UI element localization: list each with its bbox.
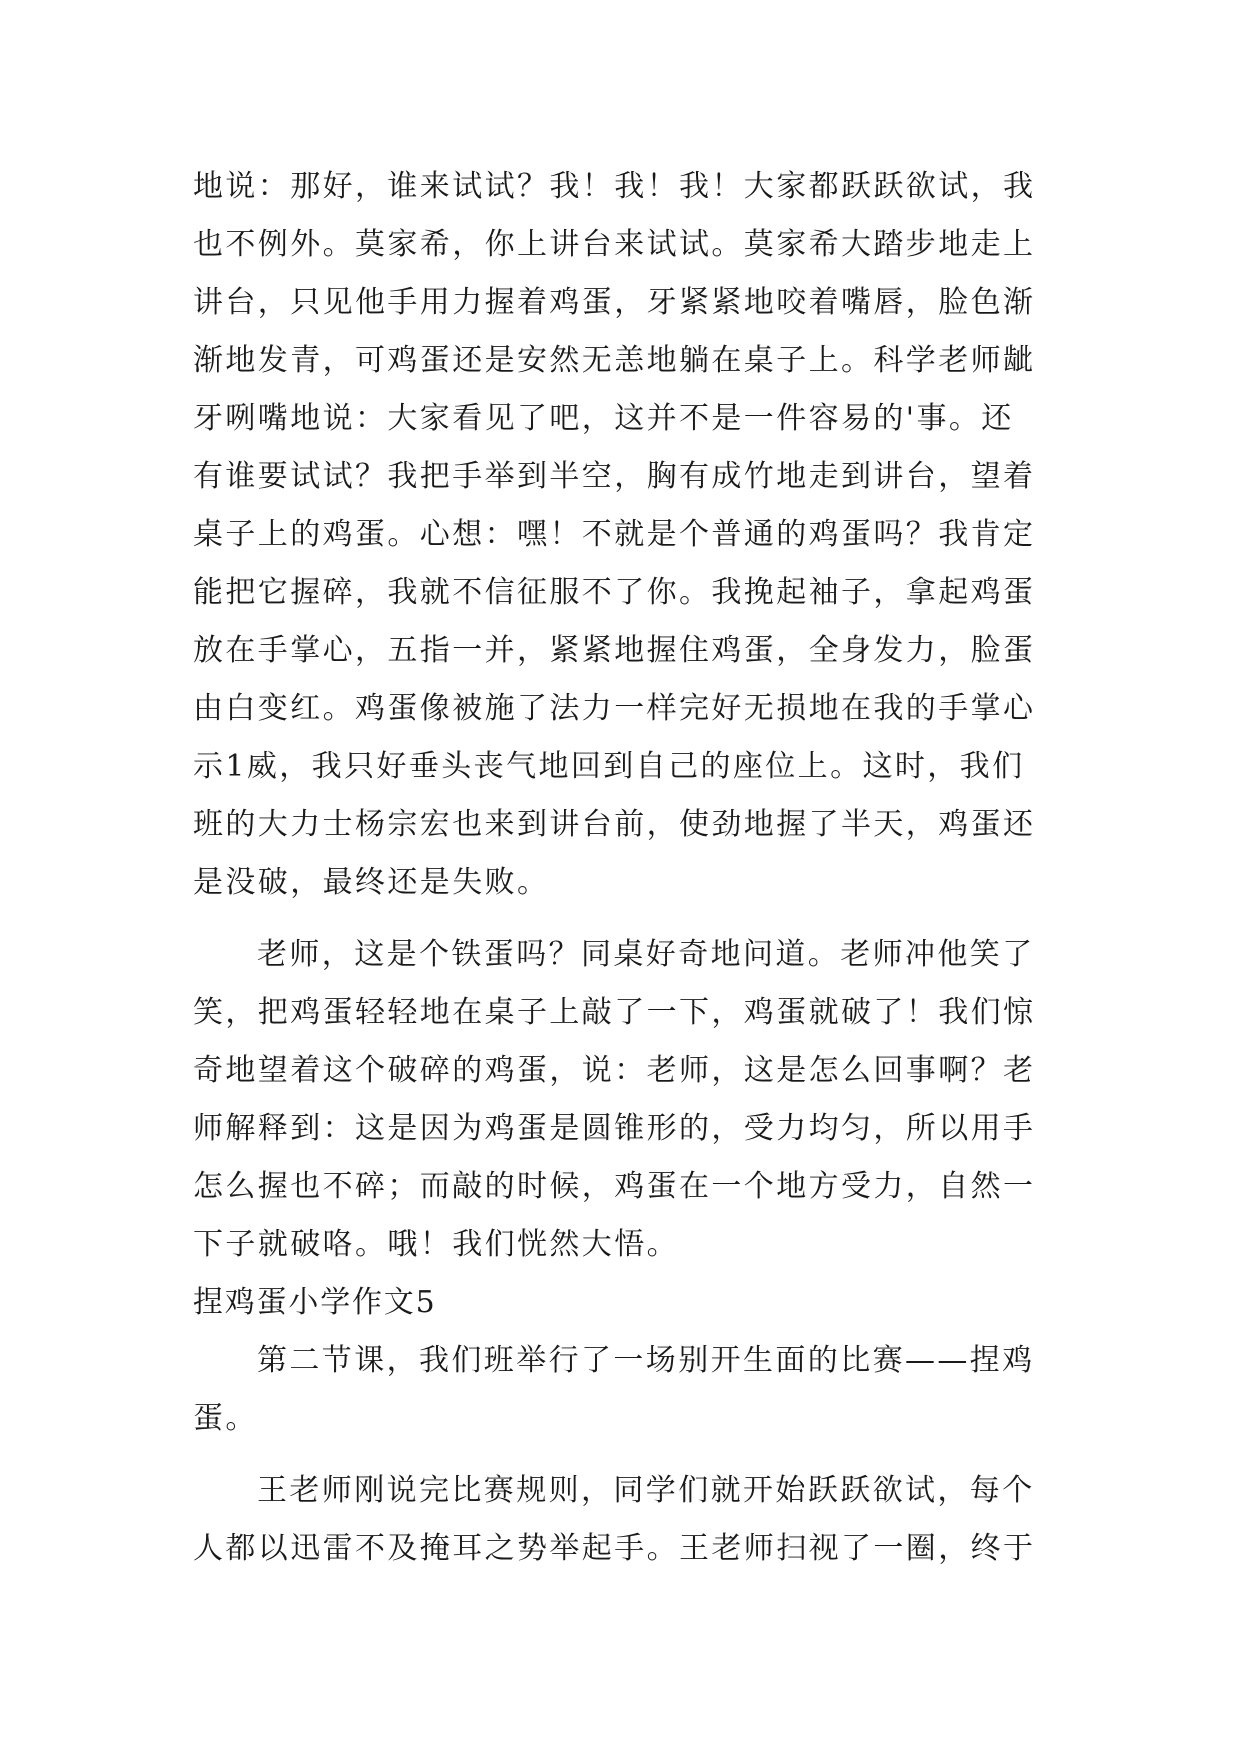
paragraph-line: 是没破，最终还是失败。 — [193, 865, 550, 900]
paragraph-line: 师解释到：这是因为鸡蛋是圆锥形的，受力均匀，所以用手 — [193, 1111, 1036, 1146]
paragraph-spacing — [193, 1448, 1063, 1462]
paragraph-line: 蛋。 — [193, 1401, 258, 1436]
paragraph-line: 有谁要试试？我把手举到半空，胸有成竹地走到讲台，望着 — [193, 459, 1036, 494]
paragraph-first-line: 第二节课，我们班举行了一场别开生面的比赛——捏鸡 — [257, 1343, 1035, 1378]
paragraph-line: 能把它握碎，我就不信征服不了你。我挽起袖子，拿起鸡蛋 — [193, 575, 1036, 610]
paragraph-line: 也不例外。莫家希，你上讲台来试试。莫家希大踏步地走上 — [193, 227, 1036, 262]
paragraph-line: 怎么握也不碎；而敲的时候，鸡蛋在一个地方受力，自然一 — [193, 1169, 1036, 1204]
paragraph-line: 奇地望着这个破碎的鸡蛋，说：老师，这是怎么回事啊？老 — [193, 1053, 1036, 1088]
paragraph-line: 由白变红。鸡蛋像被施了法力一样完好无损地在我的手掌心 — [193, 691, 1036, 726]
paragraph-spacing — [193, 912, 1063, 926]
paragraph-line: 人都以迅雷不及掩耳之势举起手。王老师扫视了一圈，终于 — [193, 1531, 1036, 1566]
paragraph-line: 下子就破咯。哦！我们恍然大悟。 — [193, 1227, 679, 1262]
essay-heading: 捏鸡蛋小学作文5 — [193, 1285, 437, 1320]
paragraph — [193, 926, 1063, 1274]
paragraph-line: 笑，把鸡蛋轻轻地在桌子上敲了一下，鸡蛋就破了！我们惊 — [193, 995, 1036, 1030]
paragraph-line: 示1威，我只好垂头丧气地回到自己的座位上。这时，我们 — [193, 749, 1025, 784]
paragraph-first-line: 老师，这是个铁蛋吗？同桌好奇地问道。老师冲他笑了 — [257, 937, 1035, 972]
paragraph-line: 牙咧嘴地说：大家看见了吧，这并不是一件容易的'事。还 — [193, 401, 1014, 436]
paragraph-line: 班的大力士杨宗宏也来到讲台前，使劲地握了半天，鸡蛋还 — [193, 807, 1036, 842]
paragraph-line: 地说：那好，谁来试试？我！我！我！大家都跃跃欲试，我 — [193, 169, 1036, 204]
paragraph-line: 桌子上的鸡蛋。心想：嘿！不就是个普通的鸡蛋吗？我肯定 — [193, 517, 1036, 552]
paragraph-line: 放在手掌心，五指一并，紧紧地握住鸡蛋，全身发力，脸蛋 — [193, 633, 1036, 668]
paragraph — [193, 158, 1063, 912]
essay-body — [193, 158, 1063, 1578]
paragraph-first-line: 王老师刚说完比赛规则，同学们就开始跃跃欲试，每个 — [257, 1473, 1035, 1508]
paragraph-line: 渐地发青，可鸡蛋还是安然无恙地躺在桌子上。科学老师龇 — [193, 343, 1036, 378]
paragraph-line: 讲台，只见他手用力握着鸡蛋，牙紧紧地咬着嘴唇，脸色渐 — [193, 285, 1036, 320]
paragraph — [193, 1332, 1063, 1448]
paragraph — [193, 1462, 1063, 1578]
